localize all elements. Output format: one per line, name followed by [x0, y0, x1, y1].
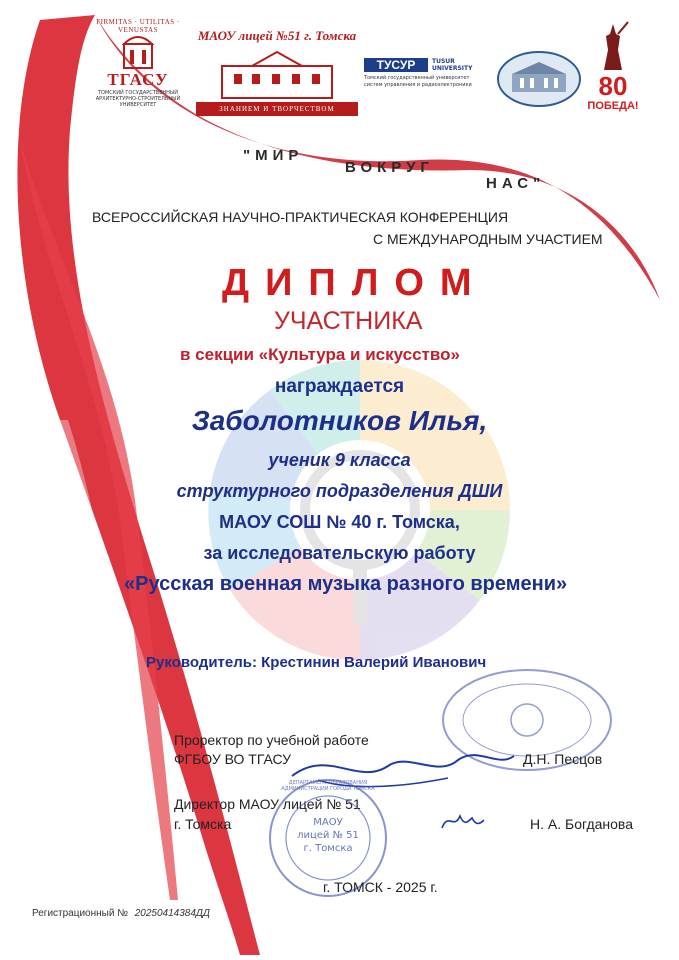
tgasu-name: ТГАСУ [107, 70, 169, 89]
tusur-latin [432, 58, 472, 72]
registration [32, 908, 210, 919]
tgasu-subtitle-line-2: АРХИТЕКТУРНО-СТРОИТЕЛЬНЫЙ [95, 96, 181, 102]
victory-number: 80 [598, 71, 628, 101]
lyceum-motto: ЗНАНИЕМ И ТВОРЧЕСТВОМ [196, 102, 358, 116]
work-title: «Русская военная музыка разного времени» [124, 573, 568, 595]
stamp-ring-text: ДЕПАРТАМЕНТ ОБРАЗОВАНИЯ АДМИНИСТРАЦИИ ГОРОДА ТОМСКА [281, 780, 375, 792]
awarded-text: награждается [274, 376, 405, 397]
section-name: в секции «Культура и искусство» [180, 345, 460, 364]
tgasu-subtitle-line-3: УНИВЕРСИТЕТ [119, 102, 157, 108]
participant-name: Заболотников Илья, [191, 405, 488, 436]
director-title-line-2: г. Томска [174, 816, 232, 832]
tusur-caption [364, 75, 490, 89]
slogan-word-3: НАС" [486, 175, 546, 192]
stamp-line-3: г. Томска [303, 843, 353, 854]
diploma-subtitle: УЧАСТНИКА [274, 307, 423, 335]
lyceum-building-icon [212, 46, 342, 102]
prorector-title-line-2: ФГБОУ ВО ТГАСУ [174, 751, 292, 767]
tusur-name: ТУСУР [364, 58, 428, 72]
tgasu-logo [92, 18, 184, 118]
victory-word: ПОБЕДА! [587, 100, 639, 112]
tgasu-arc-text: FIRMITAS · UTILITAS · VENUSTAS [96, 18, 180, 34]
lyceum-title: МАОУ лицей №51 г. Томска [197, 28, 357, 43]
director-title-line-1: Директор МАОУ лицей № 51 [174, 796, 361, 812]
tusur-caption-1: Томский государственный университет [364, 75, 470, 81]
tgasu-subtitle-line-1: ТОМСКИЙ ГОСУДАРСТВЕННЫЙ [97, 90, 179, 96]
university-oval-logo [496, 50, 582, 108]
tusur-caption-2: систем управления и радиоэлектроники [364, 82, 472, 88]
registration-number: 20250414384ДД [134, 908, 210, 919]
city-year: г. ТОМСК - 2025 г. [323, 879, 438, 895]
director-name: Н. А. Богданова [530, 816, 633, 832]
tgasu-building-icon [120, 30, 156, 70]
participant-school: МАОУ СОШ № 40 г. Томска, [219, 512, 460, 532]
registration-label: Регистрационный № [32, 908, 128, 919]
participant-grade: ученик 9 класса [268, 450, 411, 470]
supervisor: Руководитель: Крестинин Валерий Иванович [146, 654, 487, 671]
for-work-text: за исследовательскую работу [203, 543, 476, 563]
diploma-title: ДИПЛОМ [222, 262, 488, 304]
prorector-title-line-1: Проректор по учебной работе [174, 732, 369, 748]
conference-line-1: ВСЕРОССИЙСКАЯ НАУЧНО-ПРАКТИЧЕСКАЯ КОНФЕРЕНЦИЯ [92, 209, 509, 225]
prorector-name: Д.Н. Песцов [523, 751, 603, 767]
lyceum-logo [196, 28, 358, 118]
conference-line-2: С МЕЖДУНАРОДНЫМ УЧАСТИЕМ [373, 231, 603, 247]
slogan-word-1: "МИР [243, 147, 304, 164]
motherland-statue-icon [596, 20, 630, 74]
participant-division: структурного подразделения ДШИ [176, 481, 503, 501]
tgasu-subtitle [92, 90, 184, 108]
tusur-latin-1: TUSUR [432, 58, 455, 65]
victory-80-logo [586, 20, 640, 120]
stamp-line-1: МАОУ [313, 817, 343, 828]
director-signature [438, 808, 486, 836]
stamp-center [266, 816, 390, 855]
stamp-line-2: лицей № 51 [297, 830, 359, 841]
tusur-logo [364, 58, 490, 94]
tusur-latin-2: UNIVERSITY [432, 65, 473, 72]
slogan-word-2: ВОКРУГ [345, 159, 434, 176]
